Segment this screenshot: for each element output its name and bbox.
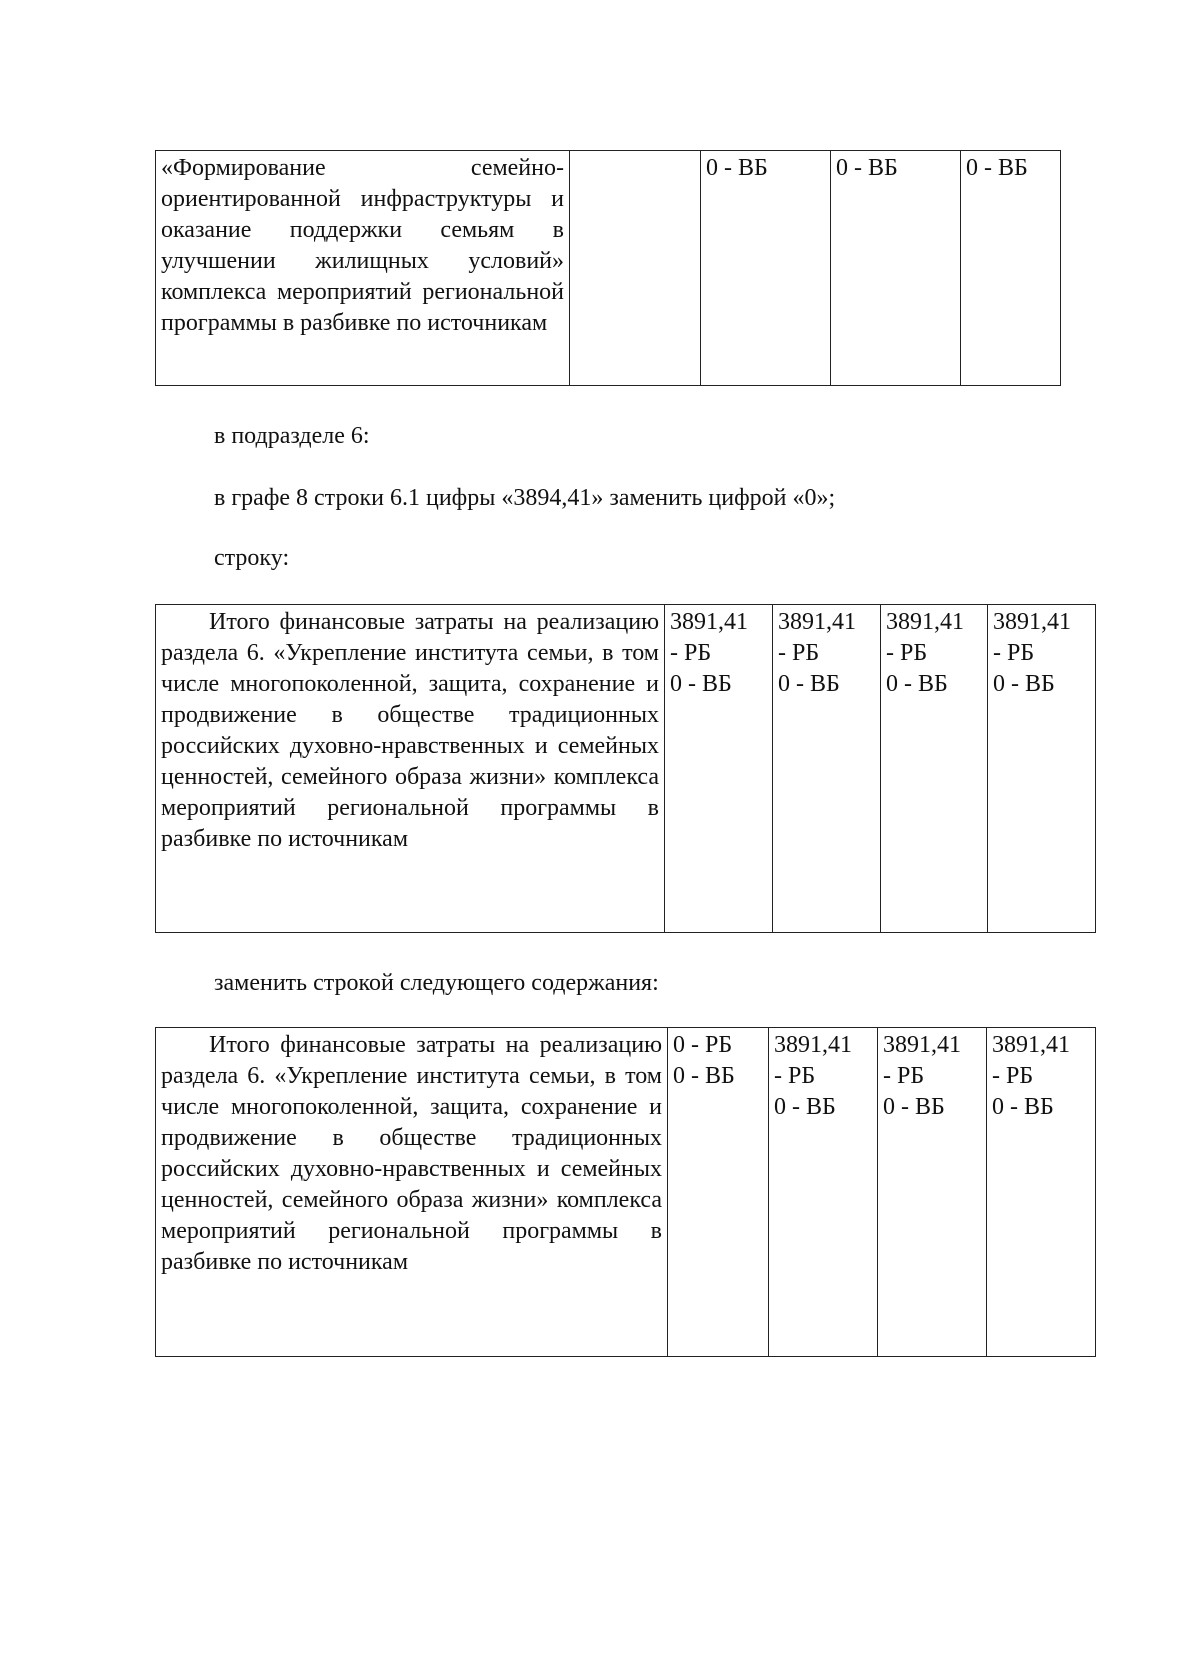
- value-cell-1: [668, 1028, 769, 1357]
- value-line: - РБ: [774, 1063, 816, 1089]
- value-cell-1: [570, 151, 701, 386]
- value-cell-2: [701, 151, 831, 386]
- row-description: Итого финансовые затраты на реализацию раздела 6. «Укрепление института семьи, в том числе многопоколенной, защита, сохранение и продвижение в обществе традиционных российских духовно-нравственных и семейных ценностей, семейного образа жизни» комплекса мероприятий региональной программы в разбивке по источникам: [156, 1028, 668, 1357]
- value-cell-3: [878, 1028, 987, 1357]
- table-family-infrastructure: [155, 150, 1061, 386]
- value-line: 0 - ВБ: [836, 155, 898, 181]
- value-cell-4: [961, 151, 1061, 386]
- paragraph-row-label: строку:: [214, 545, 290, 571]
- value-line: 0 - ВБ: [670, 671, 732, 697]
- table-row: [156, 1028, 1096, 1357]
- value-cell-2: [773, 605, 881, 933]
- value-line: 0 - ВБ: [774, 1094, 836, 1120]
- value-line: 3891,41: [993, 609, 1071, 635]
- value-line: 3891,41: [992, 1032, 1070, 1058]
- value-line: - РБ: [883, 1063, 925, 1089]
- value-line: 3891,41: [774, 1032, 852, 1058]
- value-line: 0 - ВБ: [993, 671, 1055, 697]
- value-line: 0 - ВБ: [886, 671, 948, 697]
- value-cell-3: [881, 605, 988, 933]
- value-line: - РБ: [992, 1063, 1034, 1089]
- value-line: 0 - ВБ: [778, 671, 840, 697]
- value-cell-2: [769, 1028, 878, 1357]
- value-line: - РБ: [778, 640, 820, 666]
- value-line: 0 - ВБ: [706, 155, 768, 181]
- value-cell-4: [987, 1028, 1096, 1357]
- value-line: 3891,41: [883, 1032, 961, 1058]
- value-line: - РБ: [670, 640, 712, 666]
- value-cell-4: [988, 605, 1096, 933]
- paragraph-subsection: в подразделе 6:: [214, 423, 370, 449]
- paragraph-replace-with: заменить строкой следующего содержания:: [214, 970, 659, 996]
- value-line: 0 - ВБ: [992, 1094, 1054, 1120]
- value-line: 3891,41: [886, 609, 964, 635]
- value-line: 3891,41: [670, 609, 748, 635]
- value-line: 0 - ВБ: [966, 155, 1028, 181]
- table-row: [156, 151, 1061, 386]
- value-line: - РБ: [993, 640, 1035, 666]
- value-line: 0 - ВБ: [673, 1063, 735, 1089]
- value-cell-3: [831, 151, 961, 386]
- value-cell-1: [665, 605, 773, 933]
- paragraph-column-change: в графе 8 строки 6.1 цифры «3894,41» заменить цифрой «0»;: [214, 485, 836, 511]
- table-section6-total-new: [155, 1027, 1096, 1357]
- value-line: 3891,41: [778, 609, 856, 635]
- row-description: Итого финансовые затраты на реализацию раздела 6. «Укрепление института семьи, в том числе многопоколенной, защита, сохранение и продвижение в обществе традиционных российских духовно-нравственных и семейных ценностей, семейного образа жизни» комплекса мероприятий региональной программы в разбивке по источникам: [156, 605, 665, 933]
- table-row: [156, 605, 1096, 933]
- value-line: - РБ: [886, 640, 928, 666]
- value-line: 0 - ВБ: [883, 1094, 945, 1120]
- table-section6-total-old: [155, 604, 1096, 933]
- row-description: «Формирование семейно-ориентированной инфраструктуры и оказание поддержки семьям в улучшении жилищных условий» комплекса мероприятий региональной программы в разбивке по источникам: [156, 151, 570, 386]
- value-line: 0 - РБ: [673, 1032, 733, 1058]
